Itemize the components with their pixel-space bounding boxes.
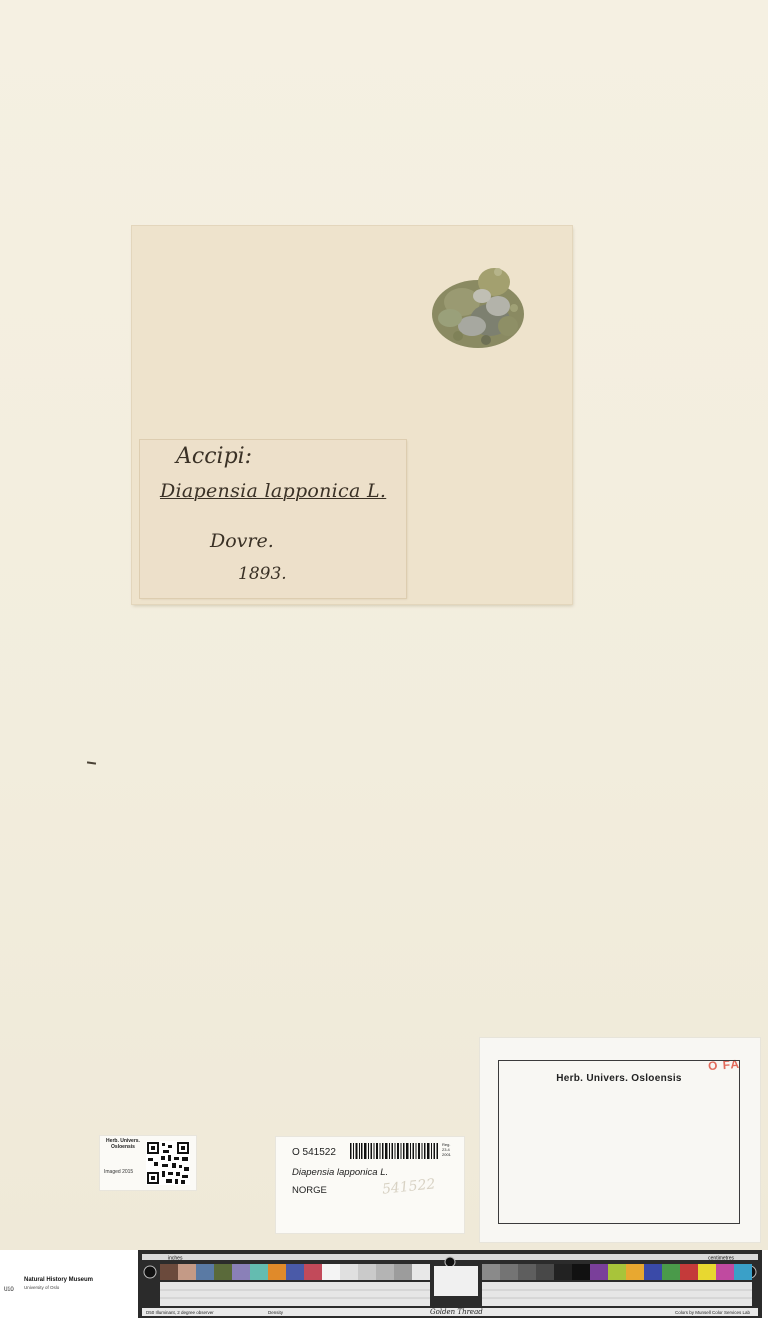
herbarium-title: Herb. Univers. Osloensis [556,1073,682,1084]
registration-date: Reg. 23.4 2001 [442,1142,451,1157]
label-line-year: 1893. [238,564,287,584]
brand-text: Golden Thread [430,1308,483,1316]
herbarium-frame [498,1060,740,1224]
barcode-icon [350,1143,438,1159]
credit-text: Colors by Munsell Color Services Lab [674,1310,750,1315]
density-text: Density [268,1310,284,1315]
stamp-mark: O FA [707,1056,741,1074]
uio-mark-icon: UiO [4,1286,14,1293]
label-line-locality: Dovre. [210,530,274,552]
color-patches-right [482,1264,752,1280]
color-patches-left [160,1264,430,1280]
specimen-packet [132,226,572,604]
label-line-heading: Accipi: [176,444,253,469]
specimen-label [276,1137,464,1233]
museum-sub: University of Oslo [24,1285,60,1290]
footer-strip [0,1250,768,1318]
lichen-specimen [428,262,528,354]
qr-label [100,1136,196,1190]
color-calibration-target [138,1250,762,1318]
herbarium-box [480,1038,760,1242]
qr-institution: Herb. Univers. Osloensis [106,1138,140,1150]
label-line-taxon: Diapensia lapponica L. [160,480,387,502]
illuminant-text: D50 Illuminant, 2 degree observer [146,1310,214,1315]
scale-right: centimetres [708,1255,734,1262]
qr-code-icon [146,1141,190,1185]
pencil-mark [87,761,96,764]
museum-name: Natural History Museum [24,1277,94,1283]
imaged-year: Imaged 2015 [104,1169,134,1175]
ghost-number: 541522 [381,1176,437,1198]
catalog-number: O 541522 [292,1147,336,1158]
taxon-name: Diapensia lapponica L. [292,1167,389,1178]
scale-left: inches [168,1255,183,1262]
handwritten-label [140,440,406,598]
museum-logo [4,1277,94,1296]
locality: NORGE [292,1185,327,1196]
